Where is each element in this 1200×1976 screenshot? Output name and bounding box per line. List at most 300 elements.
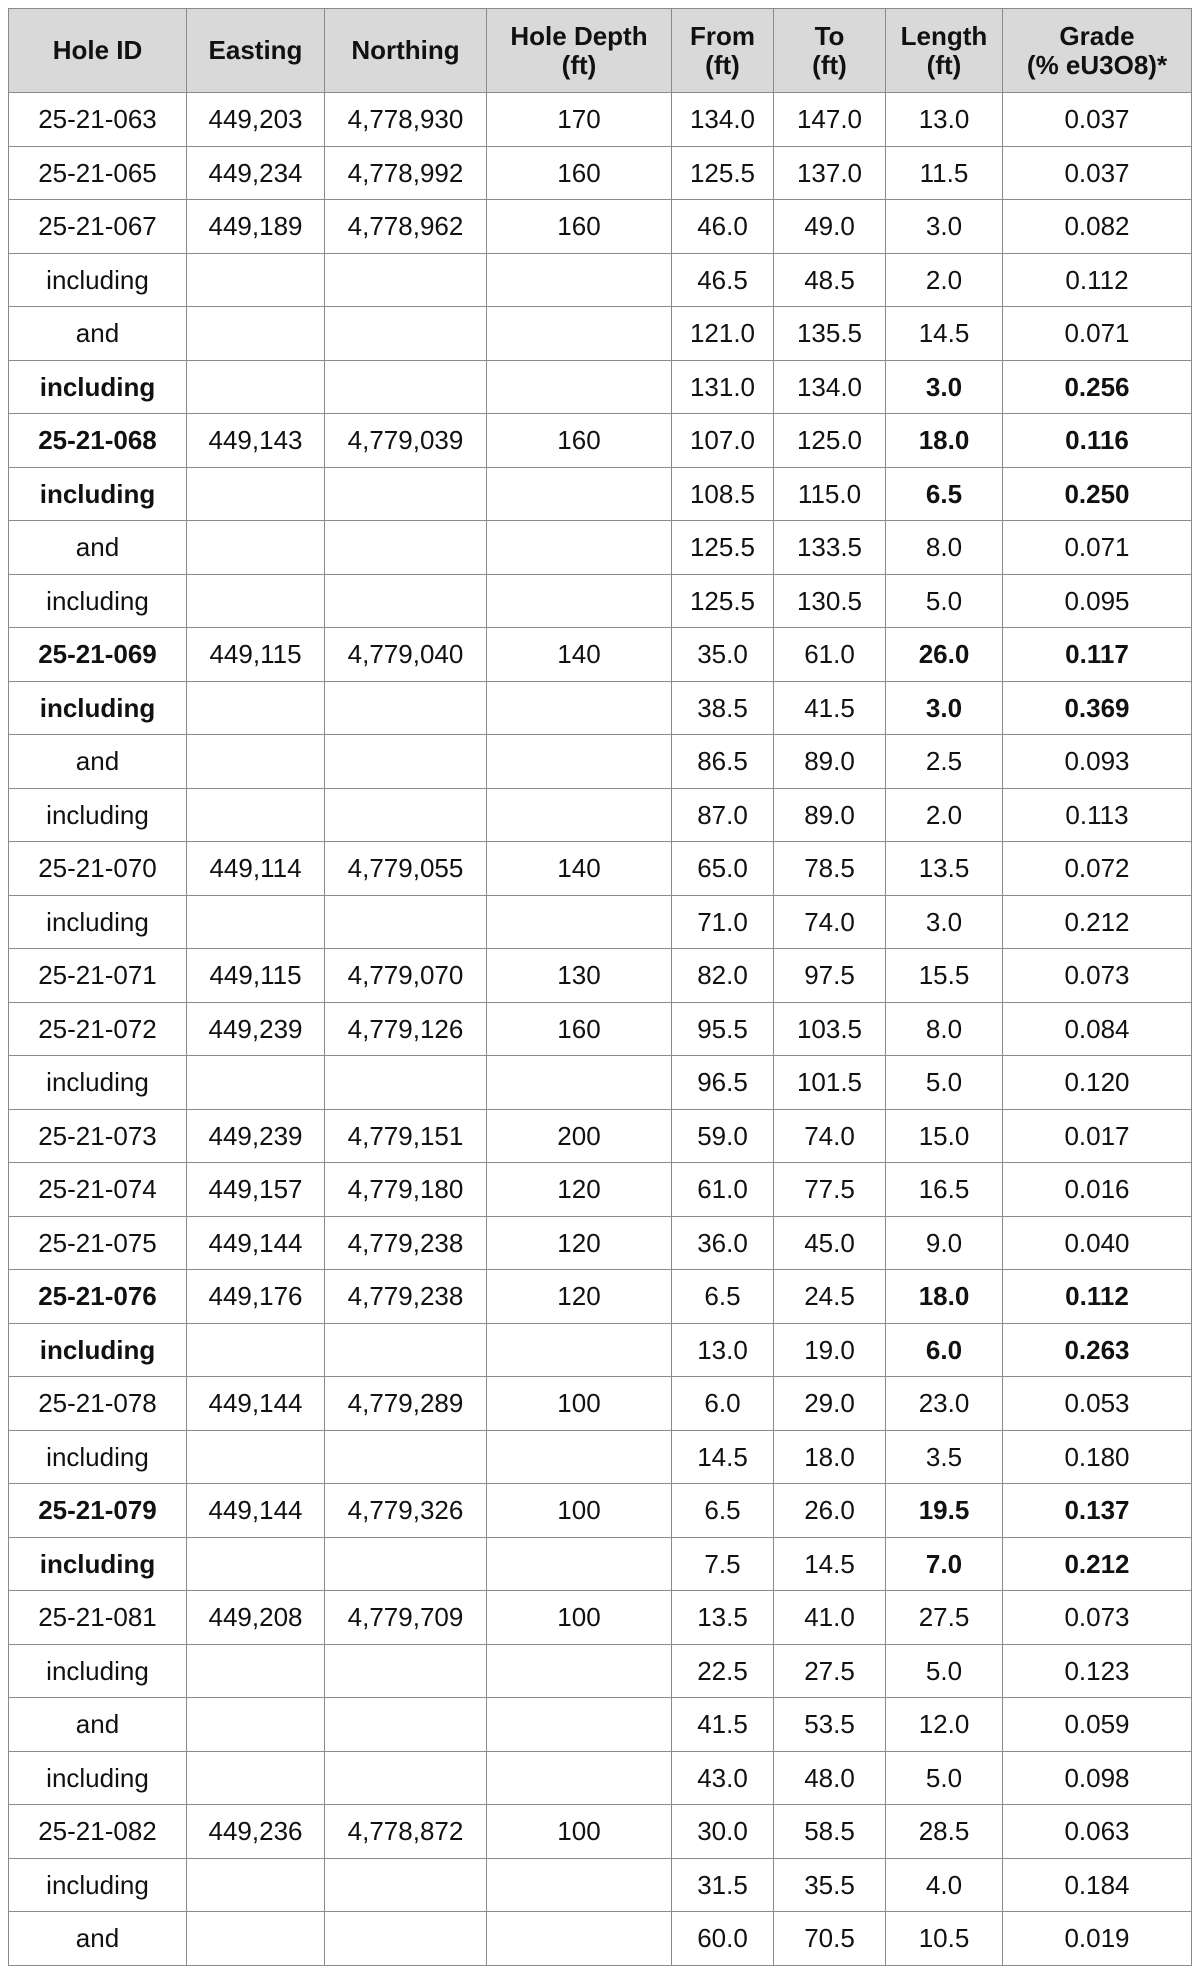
cell-length: 3.0 (886, 200, 1003, 254)
cell-to: 101.5 (774, 1056, 886, 1110)
cell-northing: 4,779,238 (325, 1270, 487, 1324)
table-row (9, 1056, 1192, 1110)
cell-from: 125.5 (672, 146, 774, 200)
cell-to: 78.5 (774, 842, 886, 896)
cell-easting: 449,115 (187, 628, 325, 682)
cell-to: 70.5 (774, 1912, 886, 1966)
cell-easting (187, 307, 325, 361)
cell-length: 7.0 (886, 1537, 1003, 1591)
table-row (9, 93, 1192, 147)
cell-from: 59.0 (672, 1109, 774, 1163)
cell-grade: 0.053 (1003, 1377, 1192, 1431)
cell-length: 10.5 (886, 1912, 1003, 1966)
table-row (9, 735, 1192, 789)
cell-to: 133.5 (774, 521, 886, 575)
table-header-row (9, 9, 1192, 93)
cell-grade: 0.073 (1003, 1591, 1192, 1645)
cell-from: 30.0 (672, 1805, 774, 1859)
cell-northing: 4,778,872 (325, 1805, 487, 1859)
cell-grade: 0.063 (1003, 1805, 1192, 1859)
cell-from: 95.5 (672, 1002, 774, 1056)
table-row (9, 1912, 1192, 1966)
cell-easting (187, 574, 325, 628)
cell-hole-depth: 100 (487, 1484, 672, 1538)
cell-length: 5.0 (886, 574, 1003, 628)
cell-grade: 0.071 (1003, 521, 1192, 575)
cell-grade: 0.016 (1003, 1163, 1192, 1217)
cell-northing (325, 681, 487, 735)
cell-northing: 4,778,930 (325, 93, 487, 147)
cell-hole-depth: 130 (487, 949, 672, 1003)
table-row (9, 1698, 1192, 1752)
cell-easting: 449,239 (187, 1002, 325, 1056)
cell-northing: 4,779,709 (325, 1591, 487, 1645)
cell-grade: 0.369 (1003, 681, 1192, 735)
table-row (9, 1430, 1192, 1484)
cell-grade: 0.212 (1003, 1537, 1192, 1591)
cell-length: 23.0 (886, 1377, 1003, 1431)
table-row (9, 414, 1192, 468)
cell-hole-depth: 160 (487, 200, 672, 254)
cell-hole-depth: 140 (487, 628, 672, 682)
header-hole-depth: Hole Depth (ft) (487, 9, 672, 93)
cell-hole-id: including (9, 1430, 187, 1484)
table-row (9, 1858, 1192, 1912)
cell-hole-depth (487, 521, 672, 575)
cell-to: 18.0 (774, 1430, 886, 1484)
cell-to: 125.0 (774, 414, 886, 468)
cell-easting (187, 467, 325, 521)
cell-hole-depth (487, 253, 672, 307)
cell-hole-id: including (9, 681, 187, 735)
cell-to: 41.5 (774, 681, 886, 735)
table-row (9, 1270, 1192, 1324)
cell-hole-id: including (9, 895, 187, 949)
cell-grade: 0.037 (1003, 146, 1192, 200)
cell-northing (325, 1858, 487, 1912)
cell-hole-depth: 100 (487, 1591, 672, 1645)
cell-northing (325, 360, 487, 414)
cell-easting: 449,239 (187, 1109, 325, 1163)
cell-to: 41.0 (774, 1591, 886, 1645)
cell-from: 107.0 (672, 414, 774, 468)
table-row (9, 1109, 1192, 1163)
cell-northing (325, 1698, 487, 1752)
cell-length: 15.0 (886, 1109, 1003, 1163)
cell-length: 18.0 (886, 1270, 1003, 1324)
cell-to: 53.5 (774, 1698, 886, 1752)
cell-easting (187, 1323, 325, 1377)
cell-northing (325, 1644, 487, 1698)
cell-grade: 0.123 (1003, 1644, 1192, 1698)
table-row (9, 1484, 1192, 1538)
cell-hole-id: including (9, 1858, 187, 1912)
table-row (9, 681, 1192, 735)
cell-to: 135.5 (774, 307, 886, 361)
cell-hole-id: including (9, 788, 187, 842)
cell-length: 14.5 (886, 307, 1003, 361)
table-row (9, 1644, 1192, 1698)
cell-grade: 0.112 (1003, 253, 1192, 307)
cell-hole-depth: 160 (487, 1002, 672, 1056)
cell-grade: 0.117 (1003, 628, 1192, 682)
table-row (9, 628, 1192, 682)
cell-hole-id: 25-21-073 (9, 1109, 187, 1163)
cell-from: 87.0 (672, 788, 774, 842)
cell-northing: 4,779,238 (325, 1216, 487, 1270)
cell-hole-depth (487, 1698, 672, 1752)
cell-from: 6.5 (672, 1270, 774, 1324)
cell-northing (325, 1430, 487, 1484)
cell-from: 60.0 (672, 1912, 774, 1966)
cell-northing (325, 467, 487, 521)
cell-to: 49.0 (774, 200, 886, 254)
cell-easting: 449,144 (187, 1484, 325, 1538)
cell-length: 2.5 (886, 735, 1003, 789)
cell-hole-depth (487, 1430, 672, 1484)
cell-northing (325, 1912, 487, 1966)
cell-hole-id: including (9, 574, 187, 628)
cell-easting: 449,208 (187, 1591, 325, 1645)
header-hole-id: Hole ID (9, 9, 187, 93)
cell-northing (325, 735, 487, 789)
cell-length: 16.5 (886, 1163, 1003, 1217)
cell-northing (325, 895, 487, 949)
cell-hole-id: 25-21-079 (9, 1484, 187, 1538)
cell-hole-depth: 170 (487, 93, 672, 147)
cell-from: 108.5 (672, 467, 774, 521)
cell-northing: 4,779,040 (325, 628, 487, 682)
cell-northing: 4,778,962 (325, 200, 487, 254)
cell-length: 3.0 (886, 895, 1003, 949)
cell-easting: 449,144 (187, 1377, 325, 1431)
cell-length: 3.0 (886, 681, 1003, 735)
cell-length: 2.0 (886, 788, 1003, 842)
cell-length: 4.0 (886, 1858, 1003, 1912)
cell-easting: 449,176 (187, 1270, 325, 1324)
table-row (9, 307, 1192, 361)
cell-to: 35.5 (774, 1858, 886, 1912)
table-row (9, 1377, 1192, 1431)
cell-hole-depth: 160 (487, 146, 672, 200)
cell-to: 48.0 (774, 1751, 886, 1805)
cell-hole-depth: 120 (487, 1270, 672, 1324)
cell-northing (325, 1323, 487, 1377)
cell-northing (325, 1537, 487, 1591)
cell-grade: 0.084 (1003, 1002, 1192, 1056)
cell-northing: 4,779,055 (325, 842, 487, 896)
cell-from: 96.5 (672, 1056, 774, 1110)
cell-from: 86.5 (672, 735, 774, 789)
cell-length: 11.5 (886, 146, 1003, 200)
cell-hole-id: including (9, 1751, 187, 1805)
cell-hole-id: 25-21-074 (9, 1163, 187, 1217)
cell-from: 7.5 (672, 1537, 774, 1591)
cell-hole-id: 25-21-072 (9, 1002, 187, 1056)
cell-from: 82.0 (672, 949, 774, 1003)
cell-from: 125.5 (672, 521, 774, 575)
cell-easting (187, 1537, 325, 1591)
cell-grade: 0.098 (1003, 1751, 1192, 1805)
cell-length: 28.5 (886, 1805, 1003, 1859)
cell-to: 26.0 (774, 1484, 886, 1538)
cell-grade: 0.037 (1003, 93, 1192, 147)
cell-hole-depth: 120 (487, 1216, 672, 1270)
cell-grade: 0.180 (1003, 1430, 1192, 1484)
cell-length: 18.0 (886, 414, 1003, 468)
header-length: Length (ft) (886, 9, 1003, 93)
cell-length: 2.0 (886, 253, 1003, 307)
cell-hole-depth (487, 681, 672, 735)
cell-from: 43.0 (672, 1751, 774, 1805)
cell-to: 103.5 (774, 1002, 886, 1056)
table-row (9, 521, 1192, 575)
cell-grade: 0.250 (1003, 467, 1192, 521)
cell-length: 8.0 (886, 1002, 1003, 1056)
cell-easting (187, 895, 325, 949)
cell-hole-id: including (9, 253, 187, 307)
cell-hole-depth: 100 (487, 1377, 672, 1431)
cell-easting (187, 1056, 325, 1110)
cell-from: 31.5 (672, 1858, 774, 1912)
cell-hole-depth: 120 (487, 1163, 672, 1217)
cell-hole-id: and (9, 735, 187, 789)
cell-hole-depth (487, 467, 672, 521)
table-row (9, 949, 1192, 1003)
cell-northing: 4,779,180 (325, 1163, 487, 1217)
cell-northing (325, 788, 487, 842)
cell-length: 26.0 (886, 628, 1003, 682)
cell-northing: 4,779,151 (325, 1109, 487, 1163)
cell-to: 147.0 (774, 93, 886, 147)
drill-results-table-container (8, 8, 1191, 1966)
table-row (9, 467, 1192, 521)
cell-to: 97.5 (774, 949, 886, 1003)
cell-grade: 0.116 (1003, 414, 1192, 468)
cell-easting (187, 681, 325, 735)
cell-hole-depth (487, 1537, 672, 1591)
cell-easting (187, 1698, 325, 1752)
cell-length: 9.0 (886, 1216, 1003, 1270)
cell-hole-depth (487, 1751, 672, 1805)
cell-hole-depth (487, 1323, 672, 1377)
cell-to: 134.0 (774, 360, 886, 414)
cell-length: 6.0 (886, 1323, 1003, 1377)
cell-length: 19.5 (886, 1484, 1003, 1538)
cell-hole-depth: 140 (487, 842, 672, 896)
cell-easting (187, 1858, 325, 1912)
cell-to: 61.0 (774, 628, 886, 682)
cell-from: 61.0 (672, 1163, 774, 1217)
cell-from: 46.0 (672, 200, 774, 254)
cell-grade: 0.093 (1003, 735, 1192, 789)
cell-grade: 0.095 (1003, 574, 1192, 628)
cell-grade: 0.082 (1003, 200, 1192, 254)
cell-length: 6.5 (886, 467, 1003, 521)
cell-hole-id: 25-21-063 (9, 93, 187, 147)
cell-easting: 449,189 (187, 200, 325, 254)
cell-to: 115.0 (774, 467, 886, 521)
cell-hole-depth (487, 895, 672, 949)
table-body (9, 93, 1192, 1966)
cell-hole-id: 25-21-067 (9, 200, 187, 254)
cell-northing: 4,778,992 (325, 146, 487, 200)
cell-hole-id: 25-21-076 (9, 1270, 187, 1324)
cell-to: 24.5 (774, 1270, 886, 1324)
cell-length: 15.5 (886, 949, 1003, 1003)
table-row (9, 253, 1192, 307)
cell-hole-depth: 100 (487, 1805, 672, 1859)
cell-hole-depth (487, 574, 672, 628)
cell-grade: 0.212 (1003, 895, 1192, 949)
cell-hole-depth (487, 360, 672, 414)
header-from: From (ft) (672, 9, 774, 93)
cell-easting: 449,115 (187, 949, 325, 1003)
cell-grade: 0.112 (1003, 1270, 1192, 1324)
cell-from: 6.5 (672, 1484, 774, 1538)
cell-hole-id: and (9, 521, 187, 575)
cell-easting (187, 1751, 325, 1805)
cell-northing (325, 574, 487, 628)
cell-northing (325, 1751, 487, 1805)
cell-to: 130.5 (774, 574, 886, 628)
cell-hole-id: 25-21-078 (9, 1377, 187, 1431)
header-easting: Easting (187, 9, 325, 93)
cell-easting: 449,143 (187, 414, 325, 468)
cell-to: 29.0 (774, 1377, 886, 1431)
cell-hole-id: 25-21-068 (9, 414, 187, 468)
cell-easting (187, 1644, 325, 1698)
cell-length: 3.5 (886, 1430, 1003, 1484)
header-northing: Northing (325, 9, 487, 93)
cell-grade: 0.184 (1003, 1858, 1192, 1912)
cell-from: 71.0 (672, 895, 774, 949)
cell-hole-id: 25-21-075 (9, 1216, 187, 1270)
cell-hole-depth (487, 1858, 672, 1912)
cell-easting (187, 735, 325, 789)
cell-northing (325, 1056, 487, 1110)
cell-hole-id: and (9, 1912, 187, 1966)
cell-to: 77.5 (774, 1163, 886, 1217)
cell-from: 13.0 (672, 1323, 774, 1377)
cell-length: 3.0 (886, 360, 1003, 414)
cell-hole-id: 25-21-082 (9, 1805, 187, 1859)
header-to: To (ft) (774, 9, 886, 93)
cell-hole-depth (487, 1644, 672, 1698)
cell-hole-depth: 200 (487, 1109, 672, 1163)
cell-hole-id: including (9, 1323, 187, 1377)
cell-length: 5.0 (886, 1644, 1003, 1698)
cell-hole-depth (487, 307, 672, 361)
cell-to: 27.5 (774, 1644, 886, 1698)
cell-hole-depth (487, 788, 672, 842)
header-grade: Grade (% eU3O8)* (1003, 9, 1192, 93)
cell-easting (187, 253, 325, 307)
table-row (9, 360, 1192, 414)
table-row (9, 895, 1192, 949)
cell-hole-id: 25-21-069 (9, 628, 187, 682)
cell-to: 89.0 (774, 735, 886, 789)
cell-northing: 4,779,126 (325, 1002, 487, 1056)
cell-northing (325, 521, 487, 575)
cell-length: 12.0 (886, 1698, 1003, 1752)
cell-easting: 449,144 (187, 1216, 325, 1270)
cell-easting: 449,234 (187, 146, 325, 200)
cell-length: 5.0 (886, 1751, 1003, 1805)
cell-from: 14.5 (672, 1430, 774, 1484)
cell-northing: 4,779,289 (325, 1377, 487, 1431)
cell-northing: 4,779,039 (325, 414, 487, 468)
cell-hole-id: including (9, 1537, 187, 1591)
cell-grade: 0.017 (1003, 1109, 1192, 1163)
cell-hole-id: 25-21-071 (9, 949, 187, 1003)
table-row (9, 1537, 1192, 1591)
cell-from: 22.5 (672, 1644, 774, 1698)
cell-length: 13.5 (886, 842, 1003, 896)
cell-northing: 4,779,326 (325, 1484, 487, 1538)
cell-easting: 449,236 (187, 1805, 325, 1859)
cell-hole-id: 25-21-065 (9, 146, 187, 200)
cell-to: 74.0 (774, 1109, 886, 1163)
table-row (9, 574, 1192, 628)
table-row (9, 842, 1192, 896)
cell-grade: 0.263 (1003, 1323, 1192, 1377)
cell-easting (187, 1430, 325, 1484)
cell-to: 89.0 (774, 788, 886, 842)
cell-length: 8.0 (886, 521, 1003, 575)
cell-from: 65.0 (672, 842, 774, 896)
table-row (9, 1751, 1192, 1805)
cell-to: 137.0 (774, 146, 886, 200)
table-row (9, 1002, 1192, 1056)
cell-from: 46.5 (672, 253, 774, 307)
table-row (9, 1591, 1192, 1645)
cell-hole-id: including (9, 1644, 187, 1698)
cell-easting (187, 360, 325, 414)
cell-length: 13.0 (886, 93, 1003, 147)
cell-easting (187, 1912, 325, 1966)
cell-to: 58.5 (774, 1805, 886, 1859)
cell-northing (325, 307, 487, 361)
cell-hole-id: 25-21-081 (9, 1591, 187, 1645)
cell-hole-id: including (9, 1056, 187, 1110)
cell-grade: 0.072 (1003, 842, 1192, 896)
cell-grade: 0.071 (1003, 307, 1192, 361)
cell-length: 27.5 (886, 1591, 1003, 1645)
cell-hole-depth: 160 (487, 414, 672, 468)
cell-hole-id: 25-21-070 (9, 842, 187, 896)
cell-from: 13.5 (672, 1591, 774, 1645)
cell-grade: 0.137 (1003, 1484, 1192, 1538)
cell-from: 35.0 (672, 628, 774, 682)
cell-grade: 0.256 (1003, 360, 1192, 414)
table-row (9, 200, 1192, 254)
cell-to: 48.5 (774, 253, 886, 307)
cell-grade: 0.059 (1003, 1698, 1192, 1752)
drill-results-table (8, 8, 1192, 1966)
cell-to: 19.0 (774, 1323, 886, 1377)
cell-from: 125.5 (672, 574, 774, 628)
cell-easting: 449,157 (187, 1163, 325, 1217)
cell-hole-id: and (9, 1698, 187, 1752)
table-row (9, 788, 1192, 842)
cell-grade: 0.073 (1003, 949, 1192, 1003)
cell-easting: 449,114 (187, 842, 325, 896)
cell-to: 14.5 (774, 1537, 886, 1591)
cell-hole-id: and (9, 307, 187, 361)
cell-easting (187, 788, 325, 842)
cell-grade: 0.019 (1003, 1912, 1192, 1966)
